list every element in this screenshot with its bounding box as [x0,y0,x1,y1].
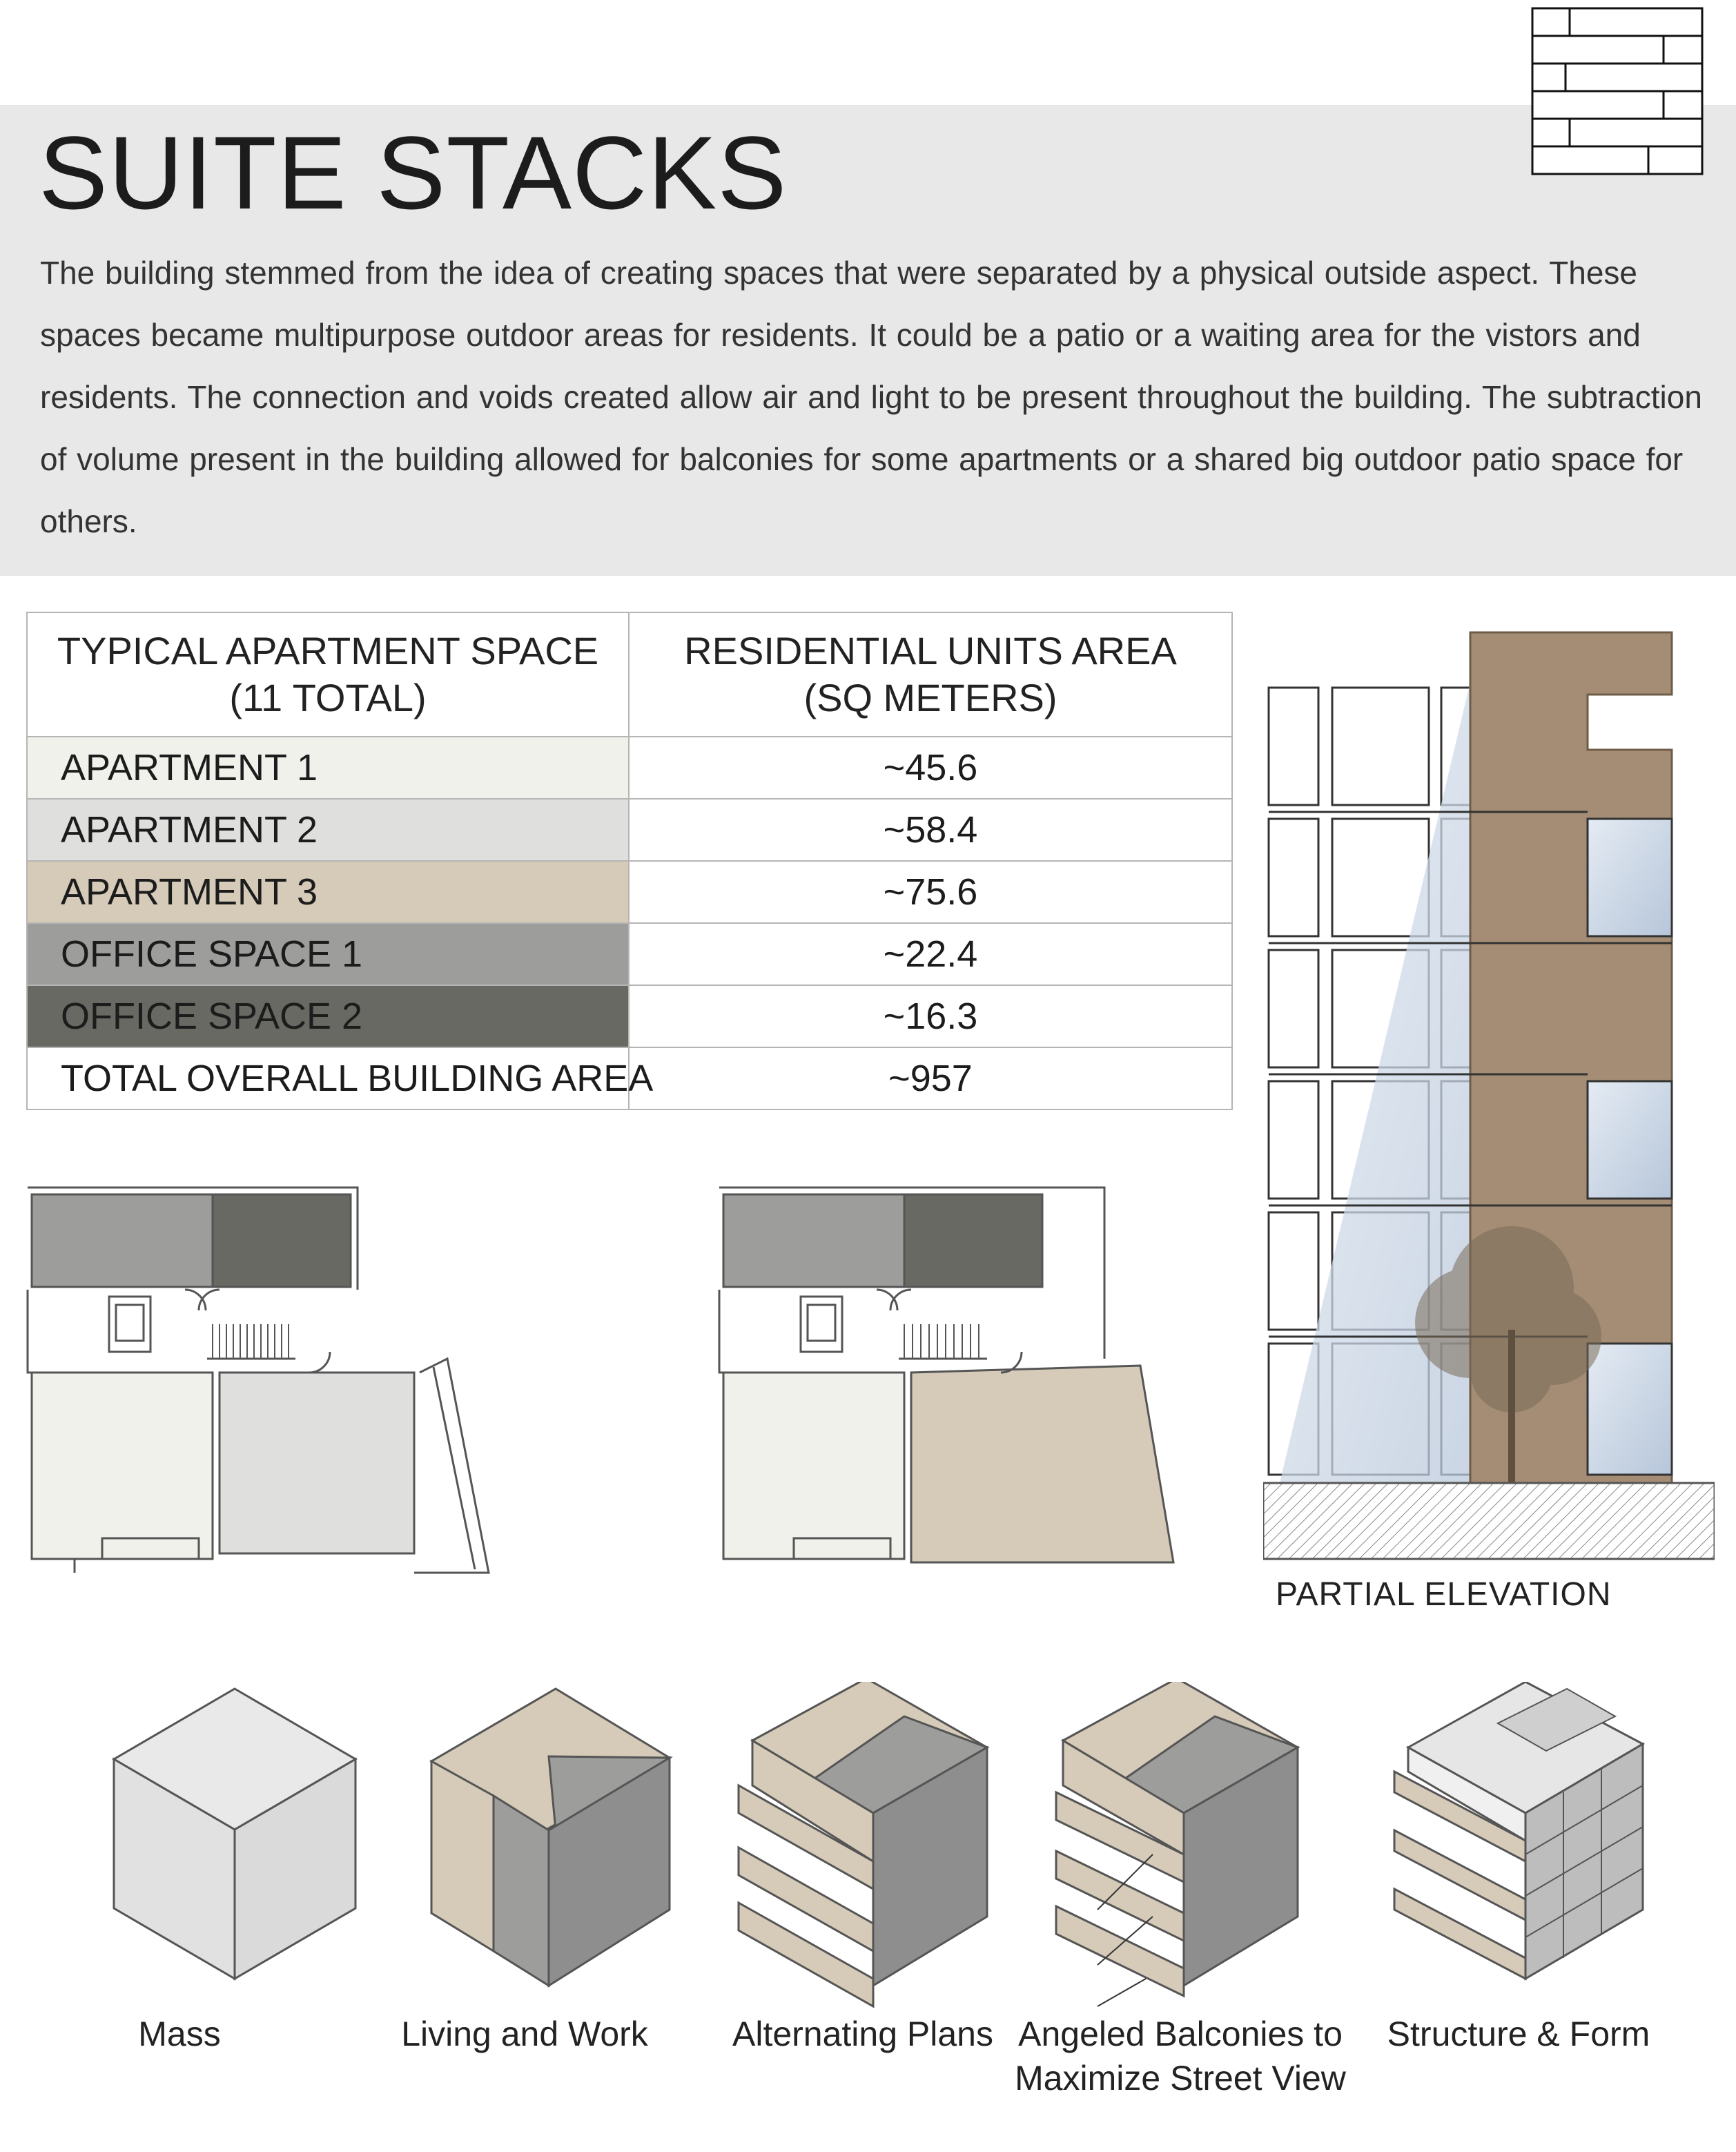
unit-name-cell: OFFICE SPACE 2 [27,985,629,1047]
table-row [27,737,1232,799]
table-header-row [27,612,1232,737]
unit-area-cell: ~58.4 [629,799,1232,861]
unit-area-table [26,612,1231,1110]
project-description: The building stemmed from the idea of creating spaces that were separated by a physical outside aspect. These spaces became multipurpose outdoor areas for residents. It could be a patio or a waiting area for the vistors and residents. The connection and voids created allow air and light to be present throughout the building. The subtraction of volume present in the building allowed for balconies for some apartments or a shared big outdoor patio space for others. [40,255,1702,539]
unit-area-cell: ~22.4 [629,923,1232,985]
elevation-label: PARTIAL ELEVATION [1276,1576,1612,1613]
column-header-line: TYPICAL APARTMENT SPACE [57,629,599,672]
partial-elevation-drawing [1263,612,1715,1564]
unit-name-cell: APARTMENT 2 [27,799,629,861]
massing-caption: Alternating Plans [732,2015,993,2053]
floor-plan-right [718,1186,1187,1580]
total-area-cell: ~957 [629,1047,1232,1109]
table-row [27,923,1232,985]
unit-name-cell: OFFICE SPACE 1 [27,923,629,985]
massing-caption-line: Maximize Street View [1015,2059,1346,2097]
table-row [27,861,1232,923]
column-header-area [629,612,1232,737]
massing-diagram-structure [1387,1682,1664,2013]
page-title: SUITE STACKS [39,115,788,231]
massing-caption: Structure & Form [1387,2015,1650,2053]
unit-area-cell: ~45.6 [629,737,1232,799]
massing-caption: Living and Work [401,2015,648,2053]
massing-caption-line: Angeled Balconies to [1018,2015,1343,2053]
column-header-line: RESIDENTIAL UNITS AREA [684,629,1177,672]
massing-diagram-mass [97,1682,373,2013]
massing-diagram-angled-balconies [1042,1682,1318,2013]
table-row [27,799,1232,861]
massing-diagram-alternating [732,1682,1008,2013]
massing-diagram-living-work [411,1682,687,2013]
brick-logo-icon [1531,7,1704,180]
total-name-cell: TOTAL OVERALL BUILDING AREA [27,1047,629,1109]
column-header-line: (SQ METERS) [803,676,1057,719]
column-header-line: (11 TOTAL) [229,676,427,719]
unit-name-cell: APARTMENT 3 [27,861,629,923]
table-total-row [27,1047,1232,1109]
unit-area-cell: ~16.3 [629,985,1232,1047]
unit-area-cell: ~75.6 [629,861,1232,923]
massing-caption [1008,2012,1353,2100]
unit-name-cell: APARTMENT 1 [27,737,629,799]
floor-plan-left [26,1186,509,1580]
table-row [27,985,1232,1047]
column-header-space [27,612,629,737]
massing-caption: Mass [138,2015,221,2053]
